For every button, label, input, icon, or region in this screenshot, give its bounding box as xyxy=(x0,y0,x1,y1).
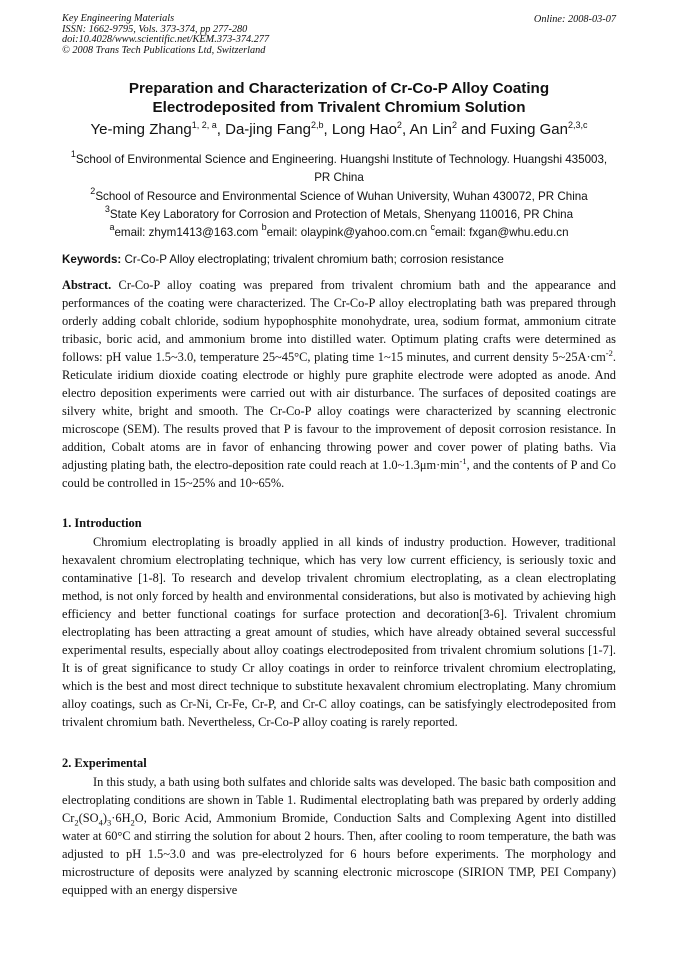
exponent: -2 xyxy=(605,347,613,358)
affiliation-marker: 3 xyxy=(104,204,110,214)
paragraph-text: ·6H xyxy=(111,811,131,825)
issn-line: ISSN: 1662-9795, Vols. 373-374, pp 277-280 xyxy=(62,23,248,35)
author-affiliation-marker: 1, 2, a xyxy=(191,120,217,130)
abstract-text: . Reticulate iridium dioxide coating electrode or highly pure graphite electrode were adopted as anode. And electro deposition experiments were carried out with air disturbance. The surfaces of deposited coatings are silvery white, bright and smooth. The Cr-Co-P alloy coatings were characterized by scanning electronic microscope (SEM). The results proved that P is favour to the improvement of deposit corrosion resistance. In addition, Cobalt atoms are in favor of enhancing throwing power and cover power of plating baths. Via adjusting plating bath, the electro-deposition rate could reach at 1.0~1.3μm·min xyxy=(62,350,616,472)
title-line-2: Electrodeposited from Trivalent Chromium Solution xyxy=(152,98,526,116)
keywords xyxy=(62,253,504,266)
email-a: email: zhym1413@163.com xyxy=(114,226,262,239)
paragraph-text: ) xyxy=(102,811,107,825)
subscript: 2 xyxy=(74,817,79,828)
author-separator: , xyxy=(401,121,410,138)
affiliation-marker: 2 xyxy=(90,186,96,196)
copyright-line: © 2008 Trans Tech Publications Ltd, Switzerland xyxy=(62,44,266,56)
email-marker: a xyxy=(109,222,115,232)
abstract-label: Abstract. xyxy=(62,278,112,292)
introduction-paragraph: Chromium electroplating is broadly applied in all kinds of industry production. However, traditional hexavalent chromium electroplating technique, which has very low current efficiency, is seriously toxic and contaminative [1-8]. To research and develop trivalent chromium electroplating, as a clean electroplating method, is not only forced by health and environmental considerations, but also is motivated by achieving high efficiency and better functional coatings for surface protection and decoration[3-6]. Trivalent chromium electroplating has been attracting a great amount of studies, which have already obtained several successful experimental results, especially about alloy coatings electrodeposited from trivalent chromium solutions [1-7]. It is of great significance to study Cr alloy coatings in order to reinforce trivalent chromium electroplating, which is the best and most direct technique to substitute hexavalent chromium electroplating. Many chromium alloy coatings, such as Cr-Ni, Cr-Fe, Cr-P, and Cr-C alloy coatings, can be satisfyingly electrodeposited from trivalent chromium bath. Nevertheless, Cr-Co-P alloy coating is rarely reported. xyxy=(62,535,616,729)
paragraph-text: (SO xyxy=(78,811,99,825)
subscript: 4 xyxy=(98,817,103,828)
paragraph-text: In this study, a bath using both sulfates and chloride salts was developed. The basic bath composition and electroplating conditions are shown in Table 1. Rudimental electroplating bath was prepared by orderly adding Cr xyxy=(62,775,616,825)
section-heading-introduction: 1. Introduction xyxy=(62,516,142,530)
affiliation-3 xyxy=(62,206,616,224)
online-date: Online: 2008-03-07 xyxy=(533,14,616,25)
email-marker: c xyxy=(430,222,435,232)
author-name: Da-jing Fang xyxy=(225,121,311,138)
section-heading-experimental: 2. Experimental xyxy=(62,756,147,770)
keywords-label: Keywords: xyxy=(62,253,122,266)
paper-title xyxy=(62,80,616,117)
affiliation-text: School of Environmental Science and Engineering. Huangshi Institute of Technology. Huangshi 435003, PR China xyxy=(75,153,608,184)
experimental-paragraph xyxy=(62,773,616,899)
affiliation-1 xyxy=(62,151,616,187)
author-name: Ye-ming Zhang xyxy=(90,121,192,138)
email-c: email: fxgan@whu.edu.cn xyxy=(434,226,569,239)
author-list xyxy=(40,120,638,140)
journal-header xyxy=(62,14,269,56)
author-separator: , xyxy=(216,121,226,138)
title-line-1: Preparation and Characterization of Cr-Co-P Alloy Coating xyxy=(128,80,550,97)
author-name: An Lin xyxy=(409,121,452,138)
author-affiliation-marker: 2,3,c xyxy=(567,120,588,130)
email-marker: b xyxy=(261,222,267,232)
author-separator: , xyxy=(323,121,332,138)
affiliation-text: School of Resource and Environmental Science of Wuhan University, Wuhan 430072, PR China xyxy=(95,190,588,203)
exponent: -1 xyxy=(459,455,467,466)
affiliation-2 xyxy=(62,188,616,206)
affiliation-marker: 1 xyxy=(70,149,76,159)
abstract xyxy=(62,276,616,492)
subscript: 3 xyxy=(107,817,112,828)
paragraph-text: O, Boric Acid, Ammonium Bromide, Conduction Salts and Complexing Agent into distilled water at 60°C and stirring the solution for about 2 hours. Then, after cooling to room temperature, the bath was adjusted to pH 1.5~3.0 and was pre-electrolyzed for 6 hours before experiments. The morphology and microstructure of deposits were analyzed by scanning electronic microscope (SIRION TMP, PEI Company) equipped with an energy dispersive xyxy=(62,811,616,897)
doi-line: doi:10.4028/www.scientific.net/KEM.373-374.277 xyxy=(62,34,270,46)
subscript: 2 xyxy=(130,817,135,828)
email-list xyxy=(62,224,616,242)
keywords-text: Cr-Co-P Alloy electroplating; trivalent chromium bath; corrosion resistance xyxy=(121,253,504,266)
author-affiliation-marker: 2,b xyxy=(311,120,324,130)
email-b: email: olaypink@yahoo.com.cn xyxy=(266,226,431,239)
author-affiliation-marker: 2 xyxy=(396,120,402,130)
affiliation-text: State Key Laboratory for Corrosion and Protection of Metals, Shenyang 110016, PR China xyxy=(109,208,574,221)
abstract-text: , and the contents of P and Co could be controlled in 15~25% and 10~65%. xyxy=(62,458,616,490)
author-name: Fuxing Gan xyxy=(490,121,568,138)
journal-name: Key Engineering Materials xyxy=(62,13,175,24)
abstract-text: Cr-Co-P alloy coating was prepared from trivalent chromium bath and the appearance and performances of the coating were characterized. The Cr-Co-P alloy electroplating bath was prepared through orderly adding cobalt chloride, sodium hypophosphite monohydrate, urea, sodium format, ammonium citrate tribasic, boric acid, and ammonium brome into distilled water. Optimum plating crafts were determined as follows: pH value 1.5~3.0, temperature 25~45°C, plating time 1~15 minutes, and current density 5~25A·cm xyxy=(62,278,616,364)
author-name: Long Hao xyxy=(331,121,397,138)
author-separator: and xyxy=(457,121,491,138)
author-affiliation-marker: 2 xyxy=(452,120,458,130)
